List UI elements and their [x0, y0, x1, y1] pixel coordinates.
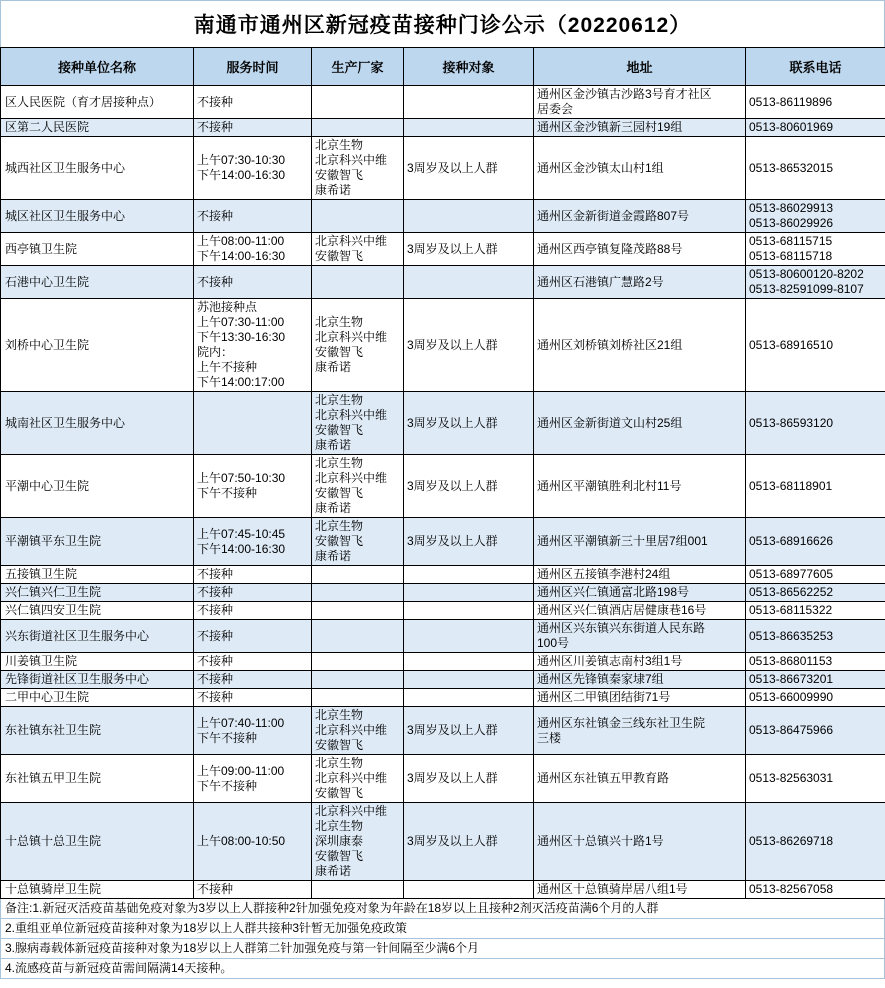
- time-cell: [194, 518, 312, 566]
- cell-line: 通州区金新街道金霞路807号: [537, 208, 690, 223]
- manufacturer-cell: [312, 233, 404, 266]
- target-cell: [404, 200, 534, 233]
- time-cell: [194, 392, 312, 455]
- address-cell: [534, 620, 746, 653]
- address-cell: [534, 119, 746, 137]
- cell-line: 北京生物: [315, 756, 364, 770]
- time-cell: [194, 233, 312, 266]
- unit-cell: 区人民医院（育才居接种点）: [1, 86, 194, 119]
- table-row: [1, 455, 885, 518]
- target-cell: [404, 671, 534, 689]
- manufacturer-cell: [312, 881, 404, 899]
- phone-cell: [746, 689, 885, 707]
- table-row: [1, 299, 885, 392]
- table-row: [1, 881, 885, 899]
- cell-line: 通州区西亭镇复隆茂路88号: [537, 241, 683, 256]
- cell-line: 安徽智飞: [315, 168, 364, 182]
- address-cell: [534, 755, 746, 803]
- cell-line: 0513-82591099-8107: [749, 282, 864, 296]
- cell-line: 下午不接种: [197, 778, 258, 793]
- note-line: 备注:1.新冠灭活疫苗基础免疫对象为3岁以上人群接种2针加强免疫对象为年龄在18岁以上且接种2剂灭活疫苗满6个月的人群: [5, 901, 659, 915]
- address-cell: [534, 653, 746, 671]
- target-cell: [404, 881, 534, 899]
- address-cell: [534, 200, 746, 233]
- time-cell: [194, 653, 312, 671]
- page-title: 南通市通州区新冠疫苗接种门诊公示（20220612）: [0, 0, 885, 47]
- time-cell: [194, 620, 312, 653]
- target-cell: 3周岁及以上人群: [404, 137, 534, 200]
- unit-cell: 兴仁镇兴仁卫生院: [1, 584, 194, 602]
- cell-line: 通州区刘桥镇刘桥社区21组: [537, 337, 683, 352]
- cell-line: 通州区兴仁镇酒店居健康巷16号: [537, 603, 707, 617]
- cell-line: 北京科兴中维: [315, 804, 388, 818]
- target-cell: 3周岁及以上人群: [404, 803, 534, 881]
- cell-line: 0513-86593120: [749, 415, 834, 430]
- table-row: [1, 266, 885, 299]
- unit-cell: 城西社区卫生服务中心: [1, 137, 194, 200]
- time-cell: [194, 584, 312, 602]
- cell-line: 通州区先锋镇秦家埭7组: [537, 672, 664, 686]
- unit-cell: 东社镇东社卫生院: [1, 707, 194, 755]
- time-cell: [194, 119, 312, 137]
- phone-cell: [746, 518, 885, 566]
- address-cell: [534, 299, 746, 392]
- target-cell: [404, 602, 534, 620]
- time-cell: [194, 266, 312, 299]
- cell-line: 不接种: [197, 274, 234, 289]
- header-manufacturer: 生产厂家: [312, 48, 404, 86]
- table-row: [1, 566, 885, 584]
- table-row: [1, 602, 885, 620]
- table-row: [1, 803, 885, 881]
- table-row: [1, 137, 885, 200]
- table-row: [1, 620, 885, 653]
- phone-cell: [746, 299, 885, 392]
- unit-cell: 二甲中心卫生院: [1, 689, 194, 707]
- manufacturer-cell: [312, 584, 404, 602]
- table-row: [1, 755, 885, 803]
- address-cell: [534, 233, 746, 266]
- cell-line: 下午13:30-16:30: [197, 330, 286, 344]
- table-row: [1, 584, 885, 602]
- manufacturer-cell: [312, 299, 404, 392]
- address-cell: [534, 881, 746, 899]
- cell-line: 通州区平潮镇新三十里居7组001: [537, 534, 708, 548]
- table-row: [1, 653, 885, 671]
- time-cell: [194, 707, 312, 755]
- phone-cell: [746, 86, 885, 119]
- phone-cell: [746, 566, 885, 584]
- cell-line: 北京生物: [315, 519, 364, 533]
- header-phone: 联系电话: [746, 48, 885, 86]
- cell-line: 上午09:00-11:00: [197, 763, 285, 778]
- header-service-time: 服务时间: [194, 48, 312, 86]
- cell-line: 通州区二甲镇团结街71号: [537, 690, 671, 704]
- cell-line: 北京科兴中维: [315, 408, 388, 422]
- cell-line: 0513-86532015: [749, 160, 834, 175]
- cell-line: 0513-86269718: [749, 834, 834, 848]
- unit-cell: 区第二人民医院: [1, 119, 194, 137]
- table-row: [1, 119, 885, 137]
- cell-line: 不接种: [197, 603, 234, 617]
- cell-line: 下午14:00:17:00: [197, 375, 285, 389]
- cell-line: 上午不接种: [197, 360, 258, 374]
- unit-cell: 十总镇十总卫生院: [1, 803, 194, 881]
- manufacturer-cell: [312, 86, 404, 119]
- address-cell: [534, 86, 746, 119]
- address-cell: [534, 689, 746, 707]
- cell-line: 北京生物: [315, 315, 364, 329]
- cell-line: 不接种: [197, 208, 234, 223]
- cell-line: 通州区十总镇兴十路1号: [537, 834, 664, 848]
- cell-line: 0513-80601969: [749, 120, 834, 134]
- cell-line: 100号: [537, 636, 570, 650]
- cell-line: 通州区兴东镇兴东街道人民东路: [537, 621, 706, 635]
- target-cell: 3周岁及以上人群: [404, 233, 534, 266]
- cell-line: 通州区金沙镇古沙路3号育才社区: [537, 87, 712, 101]
- manufacturer-cell: [312, 803, 404, 881]
- manufacturer-cell: [312, 392, 404, 455]
- phone-cell: [746, 392, 885, 455]
- cell-line: 康希诺: [315, 360, 352, 374]
- unit-cell: 兴东街道社区卫生服务中心: [1, 620, 194, 653]
- cell-line: 通州区兴仁镇通富北路198号: [537, 585, 690, 599]
- cell-line: 北京生物: [315, 393, 364, 407]
- cell-line: 北京科兴中维: [315, 153, 388, 167]
- table-row: [1, 86, 885, 119]
- cell-line: 安徽智飞: [315, 786, 364, 800]
- time-cell: [194, 86, 312, 119]
- cell-line: 上午08:00-10:50: [197, 834, 286, 848]
- cell-line: 0513-86119896: [749, 94, 833, 109]
- address-cell: [534, 137, 746, 200]
- cell-line: 0513-68977605: [749, 567, 834, 581]
- address-cell: [534, 566, 746, 584]
- target-cell: 3周岁及以上人群: [404, 755, 534, 803]
- target-cell: [404, 86, 534, 119]
- time-cell: [194, 455, 312, 518]
- unit-cell: 兴仁镇四安卫生院: [1, 602, 194, 620]
- header-unit-name: 接种单位名称: [1, 48, 194, 86]
- target-cell: 3周岁及以上人群: [404, 299, 534, 392]
- manufacturer-cell: [312, 266, 404, 299]
- time-cell: [194, 671, 312, 689]
- table-row: [1, 233, 885, 266]
- unit-cell: 平潮中心卫生院: [1, 455, 194, 518]
- cell-line: 下午14:00-16:30: [197, 249, 286, 263]
- address-cell: [534, 602, 746, 620]
- manufacturer-cell: [312, 137, 404, 200]
- cell-line: 通州区石港镇广慧路2号: [537, 274, 664, 289]
- cell-line: 0513-68118901: [749, 478, 833, 493]
- address-cell: [534, 392, 746, 455]
- vaccine-clinic-table: [0, 47, 885, 899]
- cell-line: 北京科兴中维: [315, 330, 388, 344]
- cell-line: 通州区金沙镇太山村1组: [537, 160, 664, 175]
- cell-line: 下午不接种: [197, 486, 258, 500]
- cell-line: 上午07:50-10:30: [197, 471, 286, 485]
- manufacturer-cell: [312, 707, 404, 755]
- cell-line: 不接种: [197, 672, 234, 686]
- cell-line: 安徽智飞: [315, 849, 364, 863]
- time-cell: [194, 755, 312, 803]
- time-cell: [194, 803, 312, 881]
- cell-line: 不接种: [197, 120, 234, 134]
- cell-line: 上午07:45-10:45: [197, 526, 286, 541]
- address-cell: [534, 707, 746, 755]
- phone-cell: [746, 455, 885, 518]
- unit-cell: 刘桥中心卫生院: [1, 299, 194, 392]
- cell-line: 上午08:00-11:00: [197, 234, 285, 248]
- cell-line: 康希诺: [315, 183, 352, 197]
- cell-line: 0513-82567058: [749, 882, 834, 896]
- unit-cell: 十总镇骑岸卫生院: [1, 881, 194, 899]
- table-row: [1, 392, 885, 455]
- cell-line: 通州区平潮镇胜利北村11号: [537, 478, 682, 493]
- table-row: [1, 200, 885, 233]
- time-cell: [194, 299, 312, 392]
- time-cell: [194, 566, 312, 584]
- time-cell: [194, 200, 312, 233]
- phone-cell: [746, 707, 885, 755]
- cell-line: 不接种: [197, 654, 234, 668]
- unit-cell: 先锋街道社区卫生服务中心: [1, 671, 194, 689]
- cell-line: 通州区十总镇骑岸居八组1号: [537, 882, 688, 896]
- cell-line: 北京生物: [315, 138, 364, 152]
- address-cell: [534, 266, 746, 299]
- address-cell: [534, 671, 746, 689]
- time-cell: [194, 881, 312, 899]
- manufacturer-cell: [312, 689, 404, 707]
- cell-line: 苏池接种点: [197, 300, 258, 314]
- note-line: 4.流感疫苗与新冠疫苗需间隔满14天接种。: [1, 958, 884, 978]
- phone-cell: [746, 755, 885, 803]
- footnotes: [0, 899, 885, 979]
- target-cell: [404, 584, 534, 602]
- manufacturer-cell: [312, 755, 404, 803]
- unit-cell: 五接镇卫生院: [1, 566, 194, 584]
- cell-line: 下午14:00-16:30: [197, 168, 286, 182]
- cell-line: 下午14:00-16:30: [197, 541, 286, 556]
- target-cell: [404, 620, 534, 653]
- cell-line: 康希诺: [315, 549, 352, 563]
- cell-line: 北京科兴中维: [315, 471, 388, 485]
- target-cell: 3周岁及以上人群: [404, 392, 534, 455]
- unit-cell: 城区社区卫生服务中心: [1, 200, 194, 233]
- unit-cell: 川姜镇卫生院: [1, 653, 194, 671]
- cell-line: 0513-86029926: [749, 216, 834, 230]
- cell-line: 康希诺: [315, 864, 352, 878]
- manufacturer-cell: [312, 653, 404, 671]
- cell-line: 安徽智飞: [315, 534, 364, 548]
- phone-cell: [746, 602, 885, 620]
- target-cell: [404, 689, 534, 707]
- cell-line: 通州区东社镇五甲教育路: [537, 771, 670, 785]
- table-row: [1, 518, 885, 566]
- cell-line: 北京生物: [315, 456, 364, 470]
- time-cell: [194, 137, 312, 200]
- phone-cell: [746, 200, 885, 233]
- unit-cell: 西亭镇卫生院: [1, 233, 194, 266]
- phone-cell: [746, 881, 885, 899]
- cell-line: 通州区川姜镇志南村3组1号: [537, 654, 683, 668]
- cell-line: 不接种: [197, 882, 234, 896]
- manufacturer-cell: [312, 200, 404, 233]
- cell-line: 安徽智飞: [315, 345, 364, 359]
- phone-cell: [746, 584, 885, 602]
- cell-line: 院内：: [197, 345, 234, 359]
- target-cell: 3周岁及以上人群: [404, 455, 534, 518]
- cell-line: 北京科兴中维: [315, 234, 388, 248]
- cell-line: 0513-66009990: [749, 690, 834, 704]
- cell-line: 安徽智飞: [315, 249, 364, 263]
- cell-line: 0513-86029913: [749, 201, 834, 215]
- address-cell: [534, 518, 746, 566]
- cell-line: 不接种: [197, 94, 234, 109]
- address-cell: [534, 584, 746, 602]
- cell-line: 北京生物: [315, 708, 364, 722]
- cell-line: 深圳康泰: [315, 834, 364, 848]
- target-cell: 3周岁及以上人群: [404, 707, 534, 755]
- cell-line: 不接种: [197, 690, 234, 704]
- manufacturer-cell: [312, 119, 404, 137]
- cell-line: 通州区东社镇金三线东社卫生院: [537, 715, 706, 730]
- cell-line: 北京科兴中维: [315, 723, 388, 737]
- cell-line: 康希诺: [315, 501, 352, 515]
- target-cell: [404, 266, 534, 299]
- address-cell: [534, 455, 746, 518]
- phone-cell: [746, 119, 885, 137]
- phone-cell: [746, 620, 885, 653]
- phone-cell: [746, 266, 885, 299]
- unit-cell: 平潮镇平东卫生院: [1, 518, 194, 566]
- note-line: 3.腺病毒载体新冠疫苗接种对象为18岁以上人群第二针加强免疫与第一针间隔至少满6个月: [1, 938, 884, 958]
- table-row: [1, 671, 885, 689]
- phone-cell: [746, 137, 885, 200]
- cell-line: 居委会: [537, 102, 574, 116]
- target-cell: [404, 566, 534, 584]
- manufacturer-cell: [312, 566, 404, 584]
- cell-line: 上午07:30-11:00: [197, 315, 285, 329]
- phone-cell: [746, 671, 885, 689]
- phone-cell: [746, 653, 885, 671]
- cell-line: 通州区金新街道文山村25组: [537, 415, 683, 430]
- cell-line: 康希诺: [315, 438, 352, 452]
- phone-cell: [746, 233, 885, 266]
- cell-line: 不接种: [197, 585, 234, 599]
- header-address: 地址: [534, 48, 746, 86]
- cell-line: 0513-80600120-8202: [749, 267, 864, 281]
- cell-line: 上午07:30-10:30: [197, 153, 286, 167]
- table-row: [1, 689, 885, 707]
- cell-line: 0513-68115718: [749, 249, 833, 263]
- cell-line: 上午07:40-11:00: [197, 715, 285, 730]
- cell-line: 0513-68916626: [749, 534, 834, 548]
- manufacturer-cell: [312, 455, 404, 518]
- cell-line: 0513-82563031: [749, 771, 834, 785]
- target-cell: 3周岁及以上人群: [404, 518, 534, 566]
- cell-line: 安徽智飞: [315, 423, 364, 437]
- time-cell: [194, 689, 312, 707]
- manufacturer-cell: [312, 671, 404, 689]
- cell-line: 0513-68115322: [749, 603, 833, 617]
- unit-cell: 城南社区卫生服务中心: [1, 392, 194, 455]
- cell-line: 0513-86562252: [749, 585, 834, 599]
- cell-line: 0513-86635253: [749, 628, 834, 643]
- header-target-group: 接种对象: [404, 48, 534, 86]
- manufacturer-cell: [312, 602, 404, 620]
- table-row: [1, 707, 885, 755]
- unit-cell: 东社镇五甲卫生院: [1, 755, 194, 803]
- cell-line: 北京科兴中维: [315, 771, 388, 785]
- manufacturer-cell: [312, 620, 404, 653]
- cell-line: 0513-86673201: [749, 672, 834, 686]
- address-cell: [534, 803, 746, 881]
- cell-line: 不接种: [197, 628, 234, 643]
- cell-line: 0513-68916510: [749, 337, 834, 352]
- unit-cell: 石港中心卫生院: [1, 266, 194, 299]
- cell-line: 下午不接种: [197, 730, 258, 745]
- note-line: 2.重组亚单位新冠疫苗接种对象为18岁以上人群共接种3针暂无加强免疫政策: [1, 918, 884, 938]
- header-row: [1, 48, 885, 86]
- cell-line: 北京生物: [315, 819, 364, 833]
- cell-line: 三楼: [537, 730, 562, 745]
- cell-line: 0513-86801153: [749, 654, 833, 668]
- manufacturer-cell: [312, 518, 404, 566]
- cell-line: 不接种: [197, 567, 234, 581]
- target-cell: [404, 653, 534, 671]
- target-cell: [404, 119, 534, 137]
- cell-line: 安徽智飞: [315, 738, 364, 752]
- phone-cell: [746, 803, 885, 881]
- cell-line: 安徽智飞: [315, 486, 364, 500]
- cell-line: 0513-68115715: [749, 234, 833, 248]
- cell-line: 通州区五接镇李港村24组: [537, 567, 671, 581]
- cell-line: 通州区金沙镇新三园村19组: [537, 120, 683, 134]
- time-cell: [194, 602, 312, 620]
- cell-line: 0513-86475966: [749, 723, 834, 737]
